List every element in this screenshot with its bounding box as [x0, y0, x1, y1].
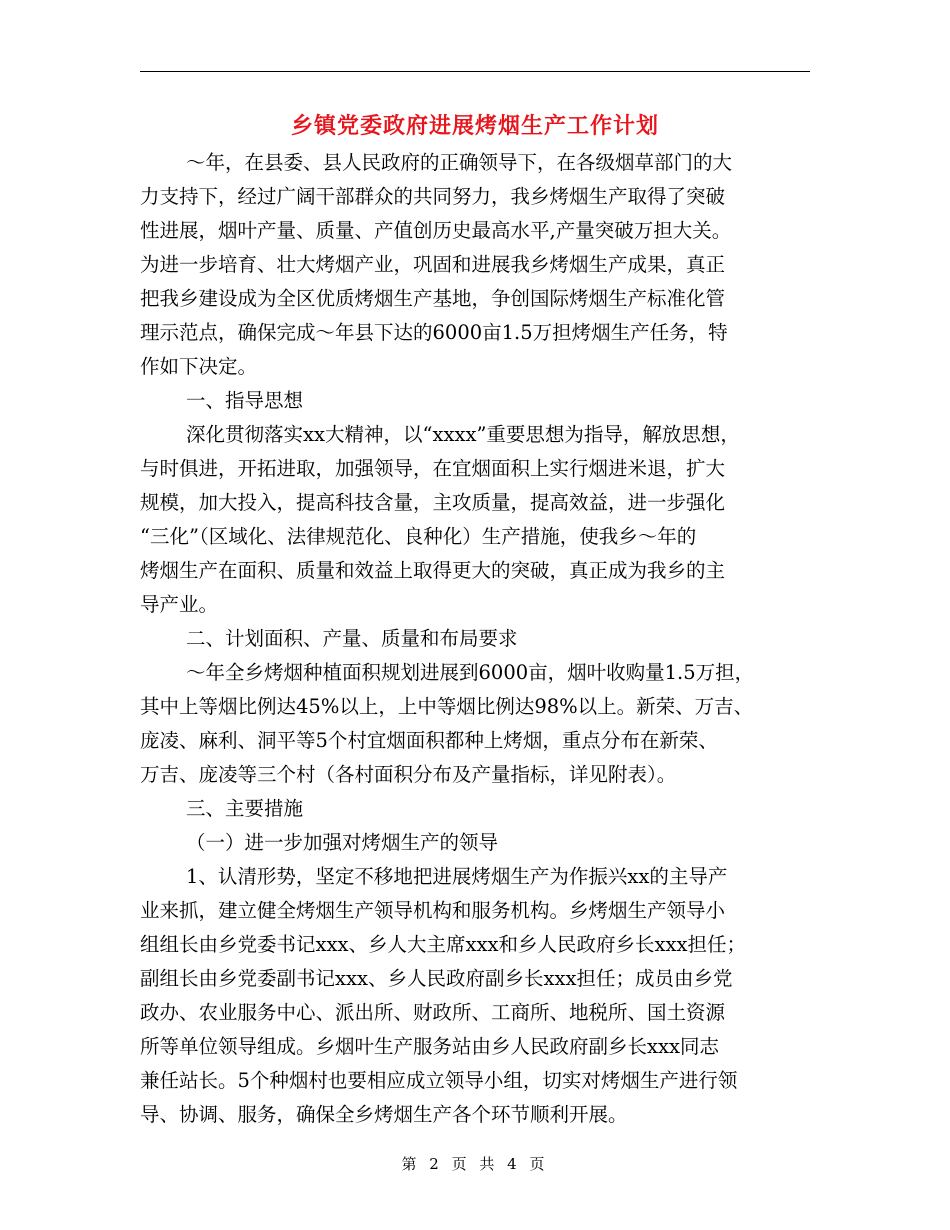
section-heading: 三、主要措施	[186, 797, 304, 820]
body-line: 庞凌、麻利、洞平等5个村宜烟面积都种上烤烟，重点分布在新荣、	[140, 729, 718, 752]
body-line: 把我乡建设成为全区优质烤烟生产基地，争创国际烤烟生产标准化管	[140, 287, 726, 310]
body-line: 作如下决定。	[140, 355, 258, 378]
body-line: 深化贯彻落实xx大精神，以“xxxx”重要思想为指导，解放思想，	[186, 423, 740, 446]
body-line: ～年全乡烤烟种植面积规划进展到6000亩，烟叶收购量1.5万担，	[186, 661, 755, 684]
body-line: 组组长由乡党委书记xxx、乡人大主席xxx和乡人民政府乡长xxx担任；	[140, 933, 746, 956]
body-line: 副组长由乡党委副书记xxx、乡人民政府副乡长xxx担任；成员由乡党	[140, 967, 733, 990]
subsection-heading: （一）进一步加强对烤烟生产的领导	[186, 831, 499, 854]
body-line: 兼任站长。5个种烟村也要相应成立领导小组，切实对烤烟生产进行领	[140, 1069, 738, 1092]
body-line: 导、协调、服务，确保全乡烤烟生产各个环节顺利开展。	[140, 1103, 628, 1126]
body-line: 理示范点，确保完成～年县下达的6000亩1.5万担烤烟生产任务，特	[140, 321, 728, 344]
page-number: 第 2 页 共 4 页	[401, 1155, 549, 1173]
body-line: 规模，加大投入，提高科技含量，主攻质量，提高效益，进一步强化	[140, 491, 726, 514]
body-line: 性进展，烟叶产量、质量、产值创历史最高水平,产量突破万担大关。	[140, 219, 732, 242]
section-heading: 一、指导思想	[186, 389, 304, 412]
body-line: 政办、农业服务中心、派出所、财政所、工商所、地税所、国土资源	[140, 1001, 726, 1024]
body-line: ～年，在县委、县人民政府的正确领导下，在各级烟草部门的大	[186, 151, 733, 174]
body-line: 烤烟生产在面积、质量和效益上取得更大的突破，真正成为我乡的主	[140, 559, 726, 582]
body-line: “三化”（区域化、法律规范化、良种化）生产措施，使我乡～年的	[140, 525, 697, 548]
body-line: 为进一步培育、壮大烤烟产业，巩固和进展我乡烤烟生产成果，真正	[140, 253, 726, 276]
body-line: 所等单位领导组成。乡烟叶生产服务站由乡人民政府副乡长xxx同志	[140, 1035, 719, 1058]
body-line: 导产业。	[140, 593, 219, 616]
body-line: 力支持下，经过广阔干部群众的共同努力，我乡烤烟生产取得了突破	[140, 185, 726, 208]
body-line: 其中上等烟比例达45%以上，上中等烟比例达98%以上。新荣、万吉、	[140, 695, 754, 718]
document-title: 乡镇党委政府进展烤烟生产工作计划	[290, 113, 659, 139]
body-line: 与时俱进，开拓进取，加强领导，在宜烟面积上实行烟进米退，扩大	[140, 457, 726, 480]
body-line: 1、认清形势，坚定不移地把进展烤烟生产为作振兴xx的主导产	[186, 865, 728, 888]
header-rule	[140, 71, 810, 72]
body-line: 业来抓，建立健全烤烟生产领导机构和服务机构。乡烤烟生产领导小	[140, 899, 726, 922]
body-line: 万吉、庞凌等三个村（各村面积分布及产量指标，详见附表）。	[140, 763, 677, 786]
section-heading: 二、计划面积、产量、质量和布局要求	[186, 627, 518, 650]
